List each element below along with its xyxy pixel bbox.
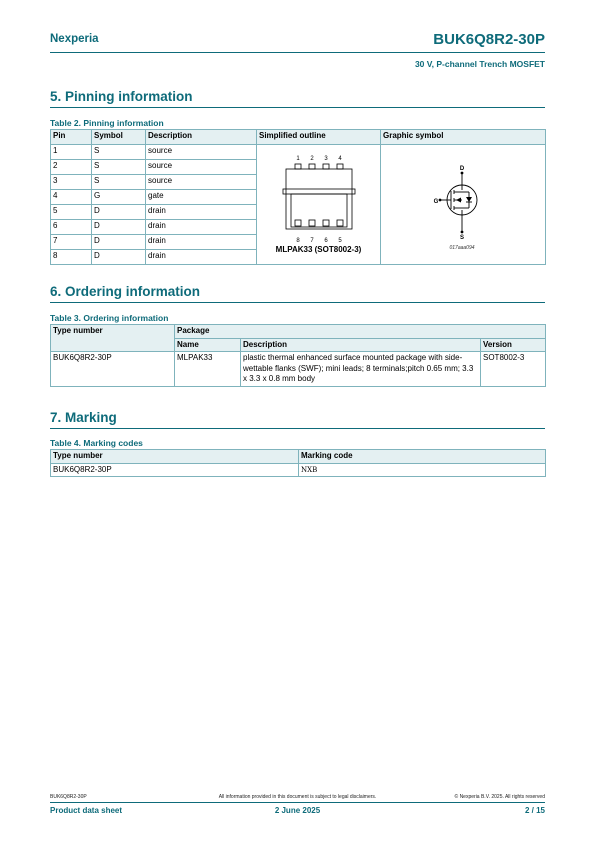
pin-cell: 7 bbox=[51, 235, 92, 250]
description-cell: drain bbox=[146, 235, 257, 250]
symbol-cell: S bbox=[92, 175, 146, 190]
outline-pin-label: 2 bbox=[309, 156, 314, 162]
table-row bbox=[51, 463, 546, 477]
col-package: Package bbox=[175, 325, 546, 339]
footer-disclaimer: All information provided in this document is subject to legal disclaimers. bbox=[218, 794, 377, 800]
type-number-cell: BUK6Q8R2-30P bbox=[51, 352, 175, 387]
symbol-cell: D bbox=[92, 220, 146, 235]
col-pin: Pin bbox=[51, 130, 92, 145]
drain-label: D bbox=[459, 166, 465, 172]
col-simplified-outline: Simplified outline bbox=[257, 130, 381, 145]
section-7-title: 7. Marking bbox=[50, 410, 117, 425]
top-lead bbox=[309, 164, 315, 169]
graphic-symbol-cell bbox=[381, 145, 546, 265]
top-lead bbox=[295, 164, 301, 169]
section-6-divider bbox=[50, 302, 545, 303]
description-cell: drain bbox=[146, 250, 257, 265]
description-cell: source bbox=[146, 145, 257, 160]
figure-id: 017aaa094 bbox=[449, 245, 475, 249]
outline-pin-label: 1 bbox=[295, 156, 300, 162]
version-cell: SOT8002-3 bbox=[481, 352, 546, 387]
footer-divider bbox=[50, 802, 545, 803]
simplified-outline-cell bbox=[257, 145, 381, 265]
bottom-lead bbox=[295, 220, 301, 226]
table-3-caption: Table 3. Ordering information bbox=[50, 313, 169, 323]
outline-pin-label: 7 bbox=[309, 238, 314, 243]
section-7-divider bbox=[50, 428, 545, 429]
pin-cell: 3 bbox=[51, 175, 92, 190]
symbol-cell: D bbox=[92, 205, 146, 220]
col-description: Description bbox=[241, 338, 481, 352]
description-cell: drain bbox=[146, 205, 257, 220]
table-4-caption: Table 4. Marking codes bbox=[50, 438, 143, 448]
footer-copyright: © Nexperia B.V. 2025. All rights reserved bbox=[454, 794, 545, 800]
source-label: S bbox=[459, 235, 465, 241]
description-cell: drain bbox=[146, 220, 257, 235]
pin-cell: 2 bbox=[51, 160, 92, 175]
part-number: BUK6Q8R2-30P bbox=[433, 31, 545, 48]
outline-pin-label: 6 bbox=[323, 238, 328, 243]
side-flank bbox=[283, 189, 355, 194]
symbol-cell: S bbox=[92, 160, 146, 175]
table-2-caption: Table 2. Pinning information bbox=[50, 118, 164, 128]
bottom-lead bbox=[337, 220, 343, 226]
footer-page-number: 2 / 15 bbox=[524, 806, 545, 815]
ordering-table bbox=[50, 324, 546, 387]
mosfet-symbol-drawing bbox=[383, 159, 543, 249]
footer-date: 2 June 2025 bbox=[274, 806, 321, 815]
gate-label: G bbox=[433, 199, 439, 205]
footer-doc-type: Product data sheet bbox=[50, 806, 123, 815]
symbol-cell: D bbox=[92, 250, 146, 265]
document-subtitle: 30 V, P-channel Trench MOSFET bbox=[414, 59, 545, 69]
col-version: Version bbox=[481, 338, 546, 352]
col-name: Name bbox=[175, 338, 241, 352]
package-label: MLPAK33 (SOT8002-3) bbox=[275, 245, 362, 254]
col-type-number: Type number bbox=[51, 450, 299, 464]
col-description: Description bbox=[146, 130, 257, 145]
pin-cell: 5 bbox=[51, 205, 92, 220]
table-row bbox=[51, 352, 546, 387]
pin-cell: 6 bbox=[51, 220, 92, 235]
top-lead bbox=[323, 164, 329, 169]
table-row bbox=[51, 145, 546, 160]
symbol-cell: G bbox=[92, 190, 146, 205]
top-lead bbox=[337, 164, 343, 169]
pinning-table bbox=[50, 129, 546, 265]
thermal-pad bbox=[291, 194, 347, 227]
section-5-title: 5. Pinning information bbox=[50, 89, 193, 104]
package-outline-drawing bbox=[258, 151, 380, 243]
pin-cell: 4 bbox=[51, 190, 92, 205]
description-cell: source bbox=[146, 175, 257, 190]
company-name: Nexperia bbox=[50, 33, 99, 45]
symbol-cell: D bbox=[92, 235, 146, 250]
outline-pin-label: 5 bbox=[337, 238, 342, 243]
bottom-lead bbox=[309, 220, 315, 226]
header-divider bbox=[50, 52, 545, 53]
name-cell: MLPAK33 bbox=[175, 352, 241, 387]
marking-code-cell: NXB bbox=[299, 463, 546, 477]
symbol-cell: S bbox=[92, 145, 146, 160]
description-cell: source bbox=[146, 160, 257, 175]
section-5-divider bbox=[50, 107, 545, 108]
description-cell: plastic thermal enhanced surface mounted package with side-wettable flanks (SWF); mini leads; 8 terminals;pitch 0.65 mm; 3.3 x 3.3 x 0.8 mm body bbox=[241, 352, 481, 387]
section-6-title: 6. Ordering information bbox=[50, 284, 201, 299]
marking-table bbox=[50, 449, 546, 477]
footer-doc-id: BUK6Q8R2-30P bbox=[50, 794, 87, 800]
outline-pin-label: 3 bbox=[323, 156, 328, 162]
col-type-number: Type number bbox=[51, 325, 175, 352]
col-graphic-symbol: Graphic symbol bbox=[381, 130, 546, 145]
description-cell: gate bbox=[146, 190, 257, 205]
outline-pin-label: 4 bbox=[337, 156, 342, 162]
pin-cell: 8 bbox=[51, 250, 92, 265]
col-symbol: Symbol bbox=[92, 130, 146, 145]
pin-cell: 1 bbox=[51, 145, 92, 160]
type-number-cell: BUK6Q8R2-30P bbox=[51, 463, 299, 477]
col-marking-code: Marking code bbox=[299, 450, 546, 464]
outline-pin-label: 8 bbox=[295, 238, 300, 243]
bottom-lead bbox=[323, 220, 329, 226]
